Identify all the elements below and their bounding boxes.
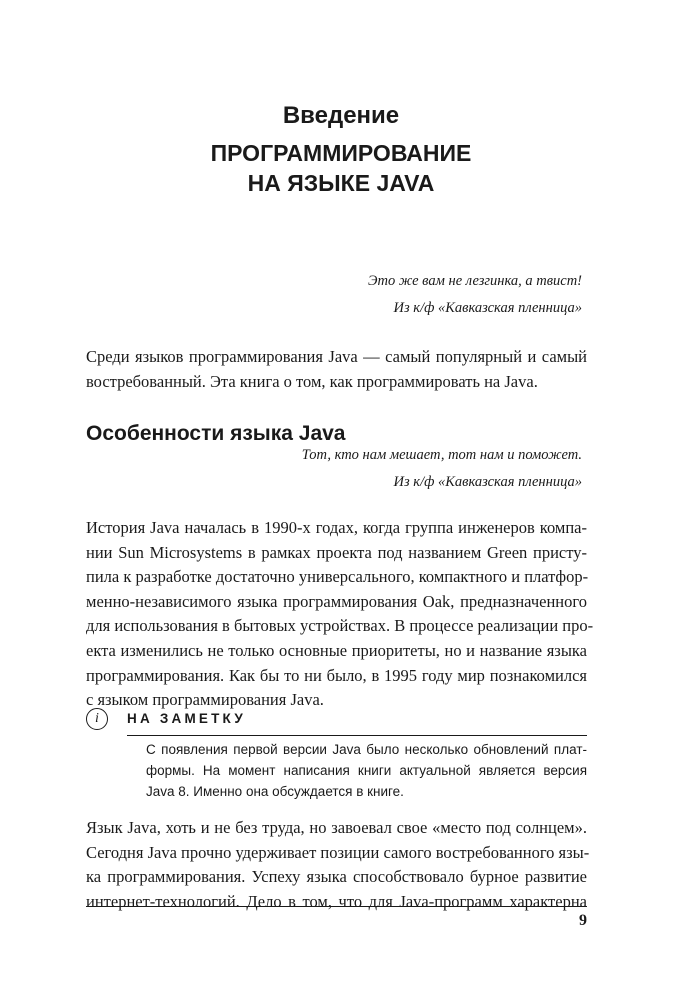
paragraph-line: Язык Java, хоть и не без труда, но завоевал свое «место под солнцем». (86, 818, 587, 837)
paragraph-line: востребованный. Эта книга о том, как программировать на Java. (86, 371, 538, 391)
paragraph-line: программирования. Как бы то ни было, в 1995 году мир познакомился (86, 665, 587, 685)
epigraph-quote: Тот, кто нам мешает, тот нам и поможет. (301, 447, 582, 463)
chapter-label: Введение (282, 102, 400, 129)
section-epigraph (302, 442, 582, 496)
paragraph-line: История Java началась в 1990-х годах, когда группа инженеров компа- (86, 518, 587, 537)
intro-paragraph (86, 345, 587, 394)
note-label: НА ЗАМЕТКУ (127, 711, 246, 726)
history-paragraph (86, 516, 594, 713)
note-divider (127, 735, 587, 736)
note-line: формы. На момент написания книги актуальной является версия (146, 763, 587, 778)
chapter-title-line-1: ПРОГРАММИРОВАНИЕ (210, 140, 472, 166)
note-text (146, 739, 587, 802)
chapter-title (0, 138, 682, 198)
page-number: 9 (579, 912, 587, 929)
paragraph-line: с языком программирования Java. (86, 690, 324, 710)
epigraph-source: Из к/ф «Кавказская пленница» (393, 300, 582, 316)
paragraph-line: ка программирования. Успеху языка способствовало бурное развитие (86, 867, 587, 887)
paragraph-line: интернет-технологий. Дело в том, что для Java-программ характерна (86, 891, 587, 911)
paragraph-line: Среди языков программирования Java — самый популярный и самый (86, 347, 587, 366)
paragraph-line: для использования в бытовых устройствах. В процессе реализации про- (86, 616, 594, 636)
note-line: Java 8. Именно она обсуждается в книге. (146, 784, 404, 799)
epigraph-quote: Это же вам не лезгинка, а твист! (367, 273, 582, 289)
epigraph-source: Из к/ф «Кавказская пленница» (393, 474, 582, 490)
chapter-title-line-2: НА ЯЗЫКЕ JAVA (247, 170, 435, 196)
footer-divider (86, 906, 587, 907)
paragraph-line: нии Sun Microsystems в рамках проекта под названием Green присту- (86, 542, 587, 562)
paragraph-line: менно-независимого языка программирования Oak, предназначенного (86, 591, 587, 611)
paragraph-line: Сегодня Java прочно удерживает позиции самого востребованного язы- (86, 842, 590, 862)
paragraph-line: екта изменились не только основные приоритеты, но и название языка (86, 640, 587, 660)
section-heading: Особенности языка Java (86, 422, 346, 445)
note-line: С появления первой версии Java было несколько обновлений плат- (146, 742, 587, 757)
paragraph-line: пила к разработке достаточно универсального, компактного и платфор- (86, 567, 589, 587)
closing-paragraph (86, 816, 590, 914)
info-icon: i (86, 708, 108, 730)
chapter-epigraph (368, 268, 582, 322)
